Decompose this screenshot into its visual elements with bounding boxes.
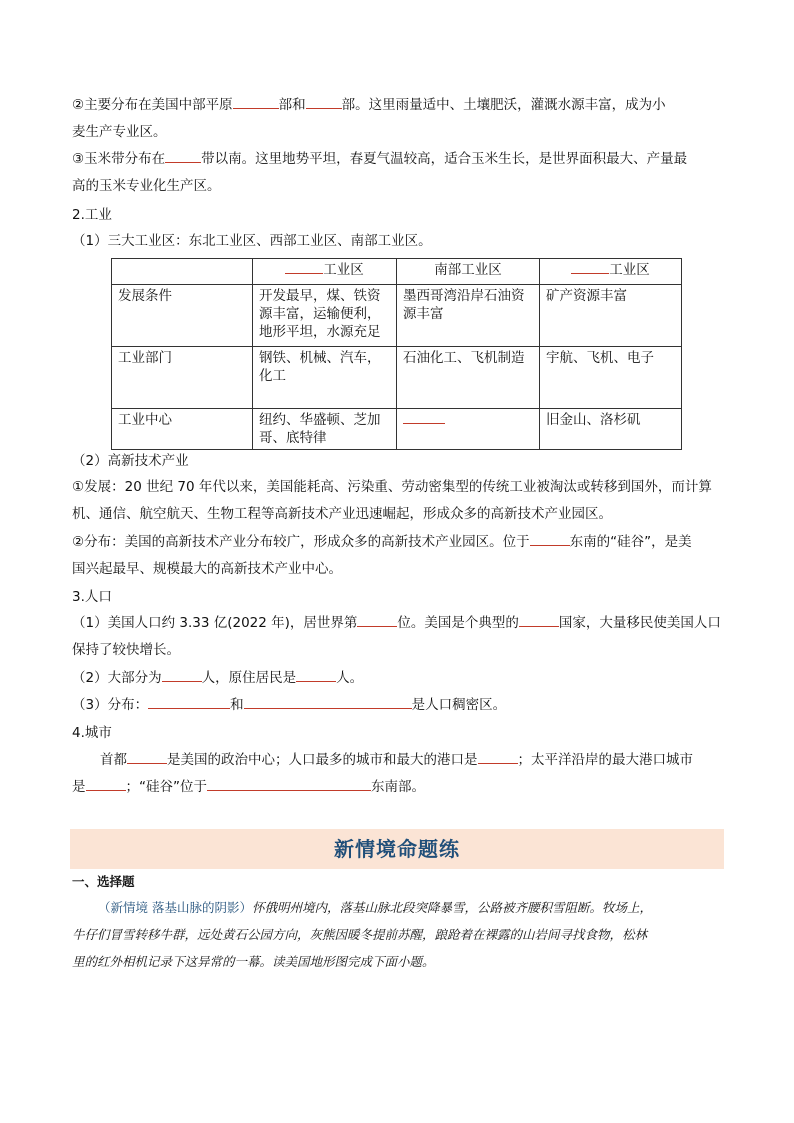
city-line-1: 首都 是美国的政治中心；人口最多的城市和最大的港口是 ；太平洋沿岸的最大港口城市 [100, 752, 693, 768]
table-cell: 墨西哥湾沿岸石油资源丰富 [397, 285, 540, 347]
population-line-4: （3）分布： 和 是人口稠密区。 [72, 697, 507, 713]
table-row [112, 347, 682, 409]
table-cell: 开发最早，煤、铁资源丰富，运输便利，地形平坦，水源充足 [253, 285, 397, 347]
answer-blank[interactable] [244, 696, 412, 709]
table-cell: 纽约、华盛顿、芝加哥、底特律 [253, 409, 397, 450]
hightech-dev-2: 机、通信、航空航天、生物工程等高新技术产业迅速崛起，形成众多的高新技术产业园区。 [72, 506, 612, 522]
table-header-row [112, 259, 682, 285]
answer-blank[interactable] [148, 696, 230, 709]
city-heading: 4.城市 [72, 725, 112, 741]
population-line-2: 保持了较快增长。 [72, 642, 180, 658]
hightech-heading: （2）高新技术产业 [72, 453, 189, 469]
table-cell: 旧金山、洛杉矶 [540, 409, 682, 450]
answer-blank[interactable] [127, 751, 167, 764]
table-cell [112, 259, 253, 285]
answer-blank[interactable] [519, 614, 559, 627]
population-line-1: （1）美国人口约 3.33 亿(2022 年)，居世界第 位。美国是个典型的 国家，大量移民使美国人口 [72, 615, 721, 631]
table-header-northeast: 工业区 [253, 259, 397, 285]
answer-blank[interactable] [478, 751, 518, 764]
city-line-2: 是 ；“硅谷”位于 东南部。 [72, 779, 425, 795]
answer-blank[interactable] [165, 150, 201, 163]
table-header-west: 工业区 [540, 259, 682, 285]
row-label: 发展条件 [112, 285, 253, 347]
answer-blank[interactable] [571, 261, 609, 274]
section-banner [70, 829, 724, 869]
answer-blank[interactable] [233, 96, 279, 109]
answer-blank[interactable] [530, 533, 570, 546]
industry-intro: （1）三大工业区：东北工业区、西部工业区、南部工业区。 [72, 233, 432, 249]
answer-blank[interactable] [207, 778, 371, 791]
population-heading: 3.人口 [72, 589, 112, 605]
industry-table [111, 258, 682, 450]
table-cell: 石油化工、飞机制造 [397, 347, 540, 409]
quiz-line-3: 里的红外相机记录下这异常的一幕。读美国地形图完成下面小题。 [72, 954, 435, 969]
quiz-line-1: （新情境 落基山脉的阴影）怀俄明州境内，落基山脉北段突降暴雪，公路被齐腰积雪阻断。牧场上， [98, 900, 652, 915]
hightech-dev-1: ①发展：20 世纪 70 年代以来，美国能耗高、污染重、劳动密集型的传统工业被淘汰或转移到国外，而计算 [72, 479, 712, 495]
wheat-line-1: ②主要分布在美国中部平原 部和 部。这里雨量适中、土壤肥沃，灌溉水源丰富，成为小 [72, 97, 666, 113]
table-row [112, 409, 682, 450]
hightech-dist-1: ②分布：美国的高新技术产业分布较广，形成众多的高新技术产业园区。位于 东南的“硅谷”，是美 [72, 534, 692, 550]
row-label: 工业中心 [112, 409, 253, 450]
quiz-line-2: 牛仔们冒雪转移牛群，远处黄石公园方向，灰熊因暖冬提前苏醒，踉跄着在裸露的山岩间寻找食物，松林 [72, 927, 648, 942]
hightech-dist-2: 国兴起最早、规模最大的高新技术产业中心。 [72, 561, 342, 577]
table-cell: 钢铁、机械、汽车，化工 [253, 347, 397, 409]
context-tag: （新情境 落基山脉的阴影） [98, 900, 252, 915]
answer-blank[interactable] [285, 261, 323, 274]
wheat-line-2: 麦生产专业区。 [72, 124, 167, 140]
quiz-section-heading: 一、选择题 [72, 874, 135, 889]
answer-blank[interactable] [296, 669, 336, 682]
row-label: 工业部门 [112, 347, 253, 409]
table-cell [397, 409, 540, 450]
corn-line-1: ③玉米带分布在 带以南。这里地势平坦，春夏气温较高，适合玉米生长，是世界面积最大、产量最 [72, 151, 688, 167]
banner-title: 新情境命题练 [334, 837, 460, 861]
answer-blank[interactable] [357, 614, 397, 627]
answer-blank[interactable] [306, 96, 342, 109]
corn-line-2: 高的玉米专业化生产区。 [72, 178, 221, 194]
answer-blank[interactable] [403, 411, 445, 424]
population-line-3: （2）大部分为 人，原住居民是 人。 [72, 670, 364, 686]
table-header-south: 南部工业区 [397, 259, 540, 285]
table-cell: 宇航、飞机、电子 [540, 347, 682, 409]
answer-blank[interactable] [162, 669, 202, 682]
answer-blank[interactable] [86, 778, 126, 791]
industry-heading: 2.工业 [72, 207, 112, 223]
table-cell: 矿产资源丰富 [540, 285, 682, 347]
table-row [112, 285, 682, 347]
